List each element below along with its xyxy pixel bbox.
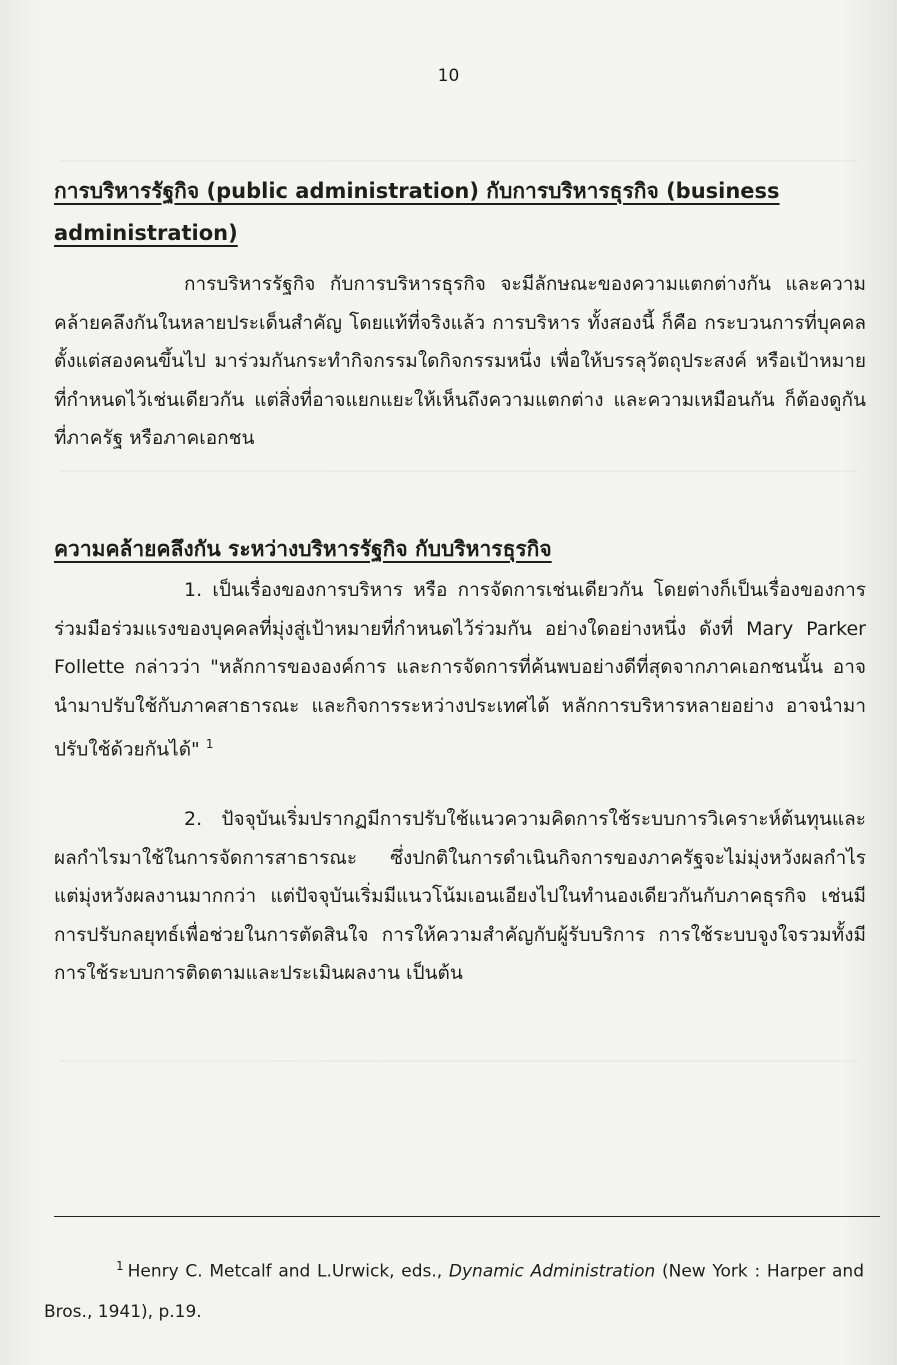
- similarity-item-1: [54, 571, 866, 769]
- footnote: [44, 1246, 864, 1332]
- footnote-publication: (New York : Harper and Bros., 1941), p.19.: [44, 1261, 864, 1322]
- footnote-reference[interactable]: 1: [205, 737, 214, 751]
- bleed-through-line: [60, 1060, 857, 1062]
- page-number: 10: [437, 66, 460, 86]
- section-heading-similarities: ความคล้ายคลึงกัน ระหว่างบริหารรัฐกิจ กับบริหารธุรกิจ: [54, 537, 552, 561]
- bleed-through-line: [60, 160, 857, 162]
- footnote-book-title: Dynamic Administration: [448, 1261, 656, 1282]
- footnote-authors: Henry C. Metcalf and L.Urwick, eds.,: [127, 1261, 449, 1282]
- footnote-separator: [54, 1216, 880, 1217]
- section-heading-public-vs-business: การบริหารรัฐกิจ (public administration) กับการบริหารธุรกิจ (business administration): [54, 179, 780, 245]
- intro-paragraph: [54, 265, 866, 458]
- similarity-item-1-text: 1. เป็นเรื่องของการบริหาร หรือ การจัดการเช่นเดียวกัน โดยต่างก็เป็นเรื่องของการร่วมมือร่วมแรงของบุคคลที่มุ่งสู่เป้าหมายที่กำหนดไว้ร่วมกัน อย่างใดอย่างหนึ่ง ดังที่ Mary Parker Follette กล่าวว่า "หลักการขององค์การ และการจัดการที่ค้นพบอย่างดีที่สุดจากภาคเอกชนนั้น อาจนำมาปรับใช้กับภาคสาธารณะ และกิจการระหว่างประเทศได้ หลักการบริหารหลายอย่าง อาจนำมาปรับใช้ด้วยกันได้": [54, 579, 866, 761]
- bleed-through-line: [60, 470, 857, 472]
- intro-paragraph-text: การบริหารรัฐกิจ กับการบริหารธุรกิจ จะมีลักษณะของความแตกต่างกัน และความคล้ายคลึงกันในหลายประเด็นสำคัญ โดยแท้ที่จริงแล้ว การบริหาร ทั้งสองนี้ ก็คือ กระบวนการที่บุคคลตั้งแต่สองคนขึ้นไป มาร่วมกันกระทำกิจกรรมใดกิจกรรมหนึ่ง เพื่อให้บรรลุวัตถุประสงค์ หรือเป้าหมาย ที่กำหนดไว้เช่นเดียวกัน แต่สิ่งที่อาจแยกแยะให้เห็นถึงความแตกต่าง และความเหมือนกัน ก็ต้องดูกันที่ภาครัฐ หรือภาคเอกชน: [54, 273, 866, 449]
- similarity-item-2-text: 2. ปัจจุบันเริ่มปรากฏมีการปรับใช้แนวความคิดการใช้ระบบการวิเคราะห์ต้นทุนและผลกำไรมาใช้ในการจัดการสาธารณะ ซึ่งปกติในการดำเนินกิจการของภาครัฐจะไม่มุ่งหวังผลกำไร แต่มุ่งหวังผลงานมากกว่า แต่ปัจจุบันเริ่มมีแนวโน้มเอนเอียงไปในทำนองเดียวกันกับภาคธุรกิจ เช่นมีการปรับกลยุทธ์เพื่อช่วยในการตัดสินใจ การให้ความสำคัญกับผู้รับบริการ การใช้ระบบจูงใจรวมทั้งมีการใช้ระบบการติดตามและประเมินผลงาน เป็นต้น: [54, 808, 866, 984]
- similarity-item-2: [54, 800, 866, 993]
- footnote-mark: 1: [116, 1259, 124, 1273]
